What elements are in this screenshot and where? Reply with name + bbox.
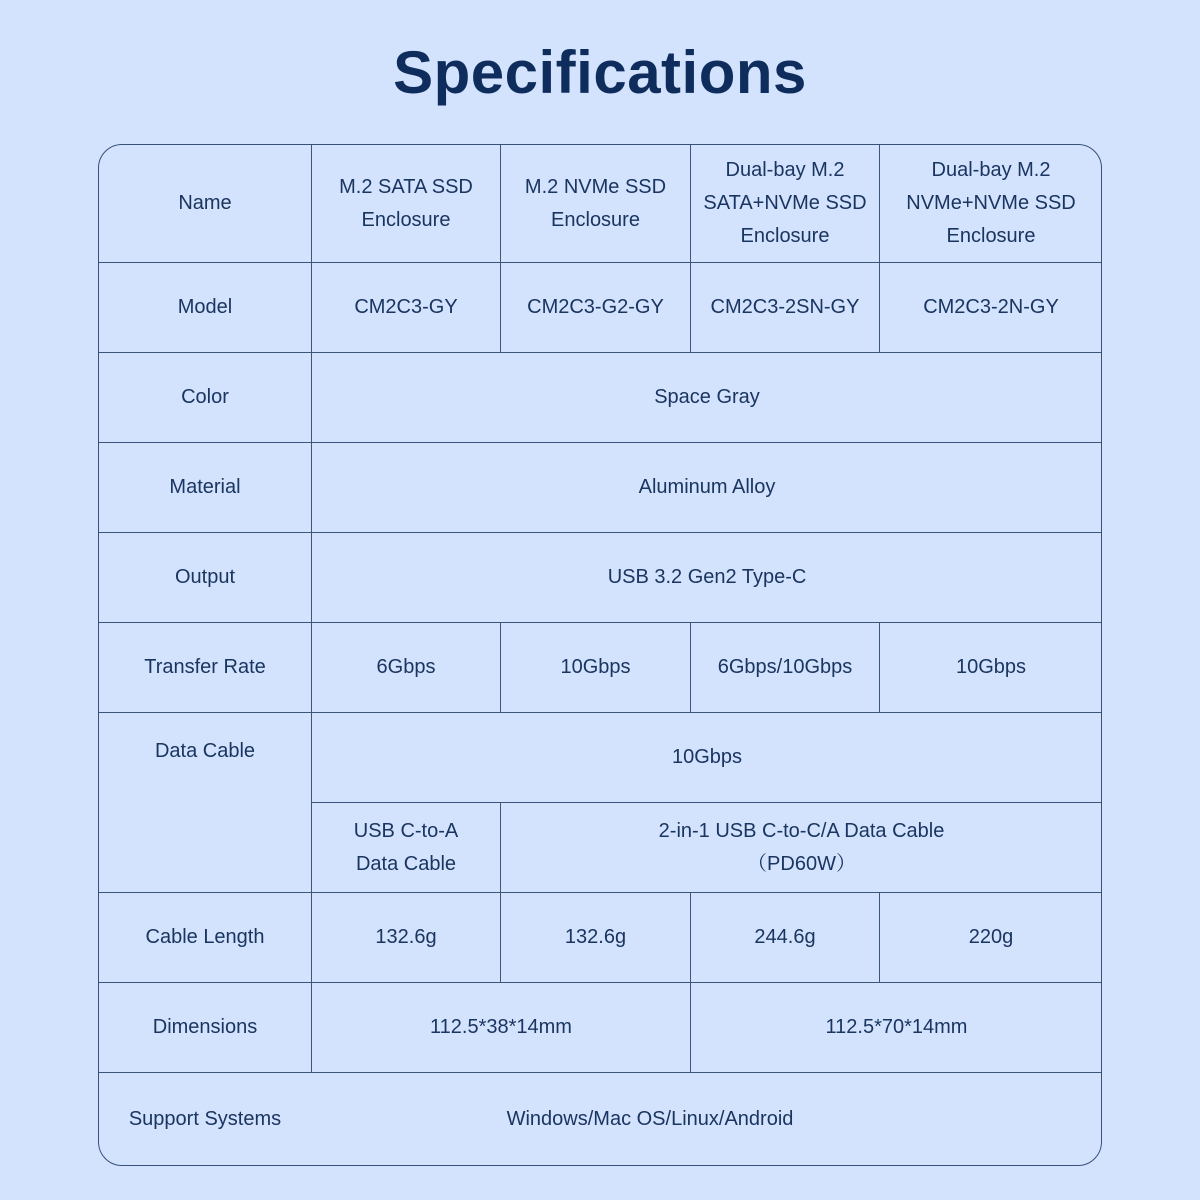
transfer-rate-cell: 6Gbps	[312, 623, 501, 713]
cable-length-cell: 132.6g	[501, 893, 691, 983]
dimensions-single-bay: 112.5*38*14mm	[312, 983, 691, 1073]
table-row-name	[99, 145, 1103, 263]
product-name-cell: M.2 SATA SSD Enclosure	[312, 145, 501, 263]
data-cable-2-in-1: 2-in-1 USB C-to-C/A Data Cable （PD60W）	[501, 803, 1103, 893]
table-row-material	[99, 443, 1103, 533]
material-value: Aluminum Alloy	[312, 443, 1103, 533]
spec-table	[98, 144, 1102, 1166]
transfer-rate-cell: 6Gbps/10Gbps	[691, 623, 880, 713]
page-title: Specifications	[393, 39, 807, 106]
data-cable-c-to-a: USB C-to-A Data Cable	[312, 803, 501, 893]
product-name-cell: Dual-bay M.2 SATA+NVMe SSD Enclosure	[691, 145, 880, 263]
row-label-data-cable: Data Cable	[99, 713, 312, 893]
dimensions-dual-bay: 112.5*70*14mm	[691, 983, 1103, 1073]
model-cell: CM2C3-GY	[312, 263, 501, 353]
table-row-data-cable	[99, 713, 1103, 803]
data-cable-speed: 10Gbps	[312, 713, 1103, 803]
table-row-model	[99, 263, 1103, 353]
row-label-model: Model	[99, 263, 312, 353]
transfer-rate-cell: 10Gbps	[501, 623, 691, 713]
model-cell: CM2C3-2SN-GY	[691, 263, 880, 353]
output-value: USB 3.2 Gen2 Type-C	[312, 533, 1103, 623]
row-label-support-systems: Support Systems	[99, 1073, 312, 1167]
support-systems-value: Windows/Mac OS/Linux/Android	[312, 1073, 1103, 1167]
table-row-output	[99, 533, 1103, 623]
color-value: Space Gray	[312, 353, 1103, 443]
table-row-dimensions	[99, 983, 1103, 1073]
row-label-material: Material	[99, 443, 312, 533]
row-label-dimensions: Dimensions	[99, 983, 312, 1073]
cable-length-cell: 244.6g	[691, 893, 880, 983]
model-cell: CM2C3-2N-GY	[880, 263, 1103, 353]
table-row-support-systems	[99, 1073, 1103, 1167]
row-label-cable-length: Cable Length	[99, 893, 312, 983]
product-name-cell: M.2 NVMe SSD Enclosure	[501, 145, 691, 263]
row-label-color: Color	[99, 353, 312, 443]
row-label-transfer-rate: Transfer Rate	[99, 623, 312, 713]
product-name-cell: Dual-bay M.2 NVMe+NVMe SSD Enclosure	[880, 145, 1103, 263]
model-cell: CM2C3-G2-GY	[501, 263, 691, 353]
table-row-transfer-rate	[99, 623, 1103, 713]
row-label-name: Name	[99, 145, 312, 263]
table-row-cable-length	[99, 893, 1103, 983]
transfer-rate-cell: 10Gbps	[880, 623, 1103, 713]
spec-table-frame	[98, 144, 1102, 1166]
table-row-color	[99, 353, 1103, 443]
row-label-output: Output	[99, 533, 312, 623]
cable-length-cell: 132.6g	[312, 893, 501, 983]
cable-length-cell: 220g	[880, 893, 1103, 983]
